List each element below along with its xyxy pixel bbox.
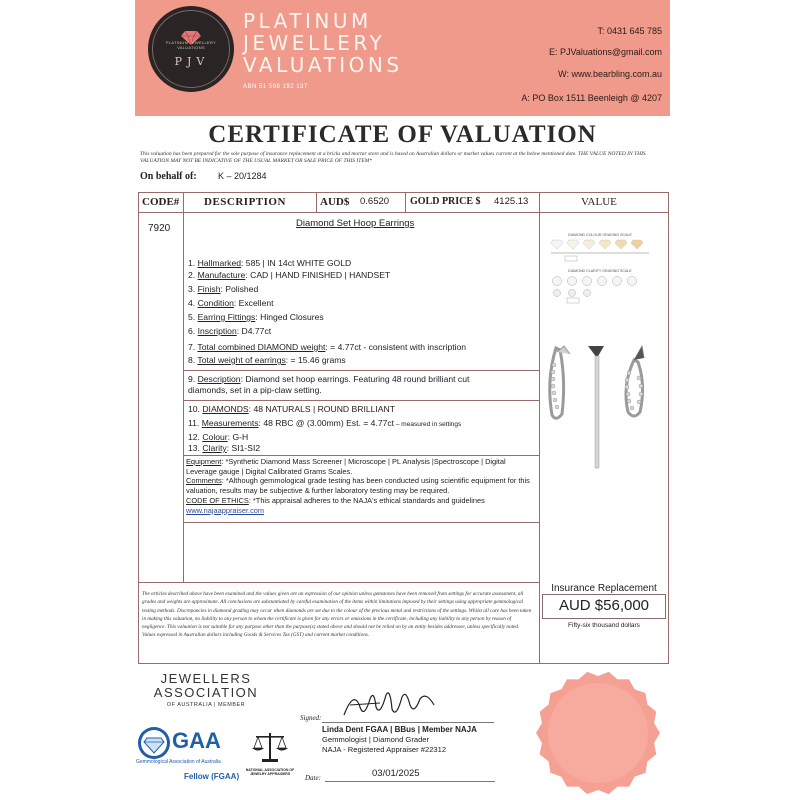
item-number: 5. xyxy=(188,312,196,322)
description-item xyxy=(188,418,461,430)
scales-of-justice-icon xyxy=(250,730,290,764)
item-label: Clarity xyxy=(202,443,227,453)
item-number: 2. xyxy=(188,270,196,280)
date-line xyxy=(325,781,495,782)
table-bottom-divider xyxy=(138,582,540,583)
item-text-continued: diamonds, set in a pip-claw setting. xyxy=(188,385,322,395)
ethics-link[interactable]: www.najaappraiser.com xyxy=(186,505,265,515)
item-label: Finish xyxy=(197,284,221,294)
item-label: Colour xyxy=(202,432,228,442)
item-label: Inscription xyxy=(197,326,237,336)
item-text: : = 4.77ct - consistent with inscription xyxy=(325,342,467,352)
item-number: 4. xyxy=(188,298,196,308)
description-item xyxy=(188,374,469,396)
logo-monogram: PJV xyxy=(174,55,210,68)
item-text: : CAD | HAND FINISHED | HANDSET xyxy=(245,270,391,280)
date-value: 03/01/2025 xyxy=(372,768,420,779)
item-text: : G-H xyxy=(227,432,249,442)
on-behalf-label: On behalf of: xyxy=(140,171,197,182)
ja-line-1: JEWELLERS xyxy=(160,671,252,686)
item-note: – measured in settings xyxy=(394,421,462,428)
item-text: : SI1-SI2 xyxy=(226,443,261,453)
brand-line-2: JEWELLERY xyxy=(243,31,386,55)
description-item xyxy=(188,355,346,366)
description-item xyxy=(188,326,271,337)
description-item xyxy=(188,432,248,443)
colour-scale-diamonds xyxy=(551,240,643,249)
jewellers-association-logo xyxy=(150,672,262,700)
comments-label: Comments xyxy=(186,476,222,486)
value-column-divider xyxy=(539,192,540,664)
fine-print: The articles described above have been examined and the values given are an expression of our opinion unless gemstones have been removed from settings for accurate assessment, all grades and weights are approximate. All conclusions are substantiated by careful examination of the items within limitations imposed by their settings using appropriate gemmological testing methods. Discrepancies in diamond grading may occur when diamonds are set due to the colour of the precious metal and restrictions of the settings. Whilst all care has been taken in making this valuation, no liability to any person to whom the certificate is given for any errors or omissions in the certificate, including any liability to any person by reason of negligence. This valuation is not suitable for any purpose other than the purpose(s) stated above and should not be relied on by an entity besides addressee, unless specifically noted. Values expressed in Australian dollars including Goods & Services Tax (GST) and current market conditions. xyxy=(142,591,532,639)
gaa-subtitle: Gemmological Association of Australia xyxy=(136,759,221,765)
date-label: Date: xyxy=(305,774,321,782)
table-header-divider xyxy=(138,212,669,213)
clarity-scale-diamonds xyxy=(553,277,637,297)
item-label: Manufacture xyxy=(197,270,246,280)
item-title: Diamond Set Hoop Earrings xyxy=(296,218,415,229)
handwritten-signature xyxy=(340,685,440,721)
row-separator xyxy=(184,370,539,371)
document-title: CERTIFICATE OF VALUATION xyxy=(208,121,597,148)
header-aud-value: 0.6520 xyxy=(360,196,390,207)
item-number: 9. xyxy=(188,374,196,384)
item-number: 11. xyxy=(188,418,200,428)
row-separator xyxy=(184,522,539,523)
ethics-text: : *This appraisal adheres to the NAJA's ethical standards and guidelines xyxy=(248,495,485,505)
contact-phone: T: 0431 645 785 xyxy=(597,26,662,36)
item-text: : 48 NATURALS | ROUND BRILLIANT xyxy=(248,404,395,414)
contact-address: A: PO Box 1511 Beenleigh @ 4207 xyxy=(521,93,662,103)
item-number: 3. xyxy=(188,284,196,294)
item-number: 13. xyxy=(188,443,200,453)
logo-ring-text: PLATINUM JEWELLERY VALUATIONS xyxy=(165,40,217,50)
gaa-diamond-icon xyxy=(137,726,171,760)
ja-line-2: ASSOCIATION xyxy=(153,685,259,700)
brand-line-3: VALUATIONS xyxy=(243,53,403,77)
naja-logo-text: NATIONAL ASSOCIATION OF JEWELRY APPRAISERS xyxy=(245,768,295,776)
header-aud-label: AUD$ xyxy=(320,196,350,208)
item-label: Description xyxy=(197,374,241,384)
earrings-photo xyxy=(542,340,660,470)
comments-text: : *Although gemmological grade testing has been conducted using scientific equipment for this valuation, results may be subjective & further laboratory testing may be required. xyxy=(186,476,530,496)
item-text: : Excellent xyxy=(233,298,274,308)
description-item xyxy=(188,298,274,309)
item-number: 8. xyxy=(188,355,196,365)
item-text: : Polished xyxy=(220,284,259,294)
brand-name xyxy=(243,10,403,76)
header-code: CODE# xyxy=(142,196,180,208)
header-description: DESCRIPTION xyxy=(204,196,286,208)
item-text: : Hinged Closures xyxy=(255,312,324,322)
item-text: : Diamond set hoop earrings. Featuring 48 round brilliant cut xyxy=(240,374,470,384)
signer-registration: NAJA - Registered Appraiser #22312 xyxy=(322,745,447,754)
header-value: VALUE xyxy=(581,196,617,208)
ja-member-text: OF AUSTRALIA | MEMBER xyxy=(166,702,246,708)
item-number: 1. xyxy=(188,258,196,268)
contact-email: E: PJValuations@gmail.com xyxy=(548,47,662,57)
insurance-value: AUD $56,000 xyxy=(558,597,650,614)
clarity-scale-title: DIAMOND CLARITY GRADING SCALE xyxy=(568,269,632,273)
item-text: : D4.77ct xyxy=(236,326,272,336)
equipment-text: : *Synthetic Diamond Mass Screener | Microscope | PL Analysis |Spectroscope | Digital Leverage gauge | Digital Calibrated Grams Scales. xyxy=(186,457,506,476)
item-label: Measurements xyxy=(201,418,259,428)
header-divider xyxy=(316,192,317,212)
signed-label: Signed: xyxy=(300,714,322,722)
item-label: Earring Fittings xyxy=(197,312,256,322)
signature-line xyxy=(322,722,494,723)
description-item xyxy=(188,258,351,269)
insurance-label: Insurance Replacement xyxy=(551,583,657,594)
item-label: Total weight of earrings xyxy=(197,355,286,365)
colour-scale-title: DIAMOND COLOUR GRADING SCALE xyxy=(568,233,632,237)
description-item xyxy=(188,443,260,454)
description-item xyxy=(188,342,466,353)
item-label: DIAMONDS xyxy=(202,404,249,414)
item-number: 10. xyxy=(188,404,200,414)
item-label: Hallmarked xyxy=(197,258,242,268)
description-item xyxy=(188,270,390,281)
item-number: 6. xyxy=(188,326,196,336)
contact-website: W: www.bearbling.com.au xyxy=(558,69,662,79)
abn-number: ABN 51 598 192 137 xyxy=(243,84,308,90)
insurance-value-words: Fifty-six thousand dollars xyxy=(568,622,640,629)
gaa-logo-text: GAA xyxy=(172,728,221,753)
signer-title: Gemmologist | Diamond Grader xyxy=(322,735,430,744)
header-divider xyxy=(405,192,406,212)
on-behalf-value: K – 20/1284 xyxy=(218,171,267,181)
item-number: 12. xyxy=(188,432,200,442)
equipment-label: Equipment xyxy=(186,457,222,466)
gaa-fellow: Fellow (FGAA) xyxy=(184,772,240,781)
item-number: 7. xyxy=(188,342,196,352)
item-text: : 585 | IN 14ct WHITE GOLD xyxy=(241,258,352,268)
description-item xyxy=(188,312,324,323)
valuation-disclaimer: This valuation has been prepared for the sole purpose of insurance replacement at a bricks and mortar store and is based on Australian dollars or market values current at the below mentioned date. THE VALUE NOTED IN THIS VALUATION MAY NOT BE INDICATIVE OF THE USUAL MARKET OR SALE PRICE OF THIS ITEM* xyxy=(140,151,646,164)
signer-name: Linda Dent FGAA | BBus | Member NAJA xyxy=(322,725,477,734)
embossed-seal xyxy=(533,668,663,798)
grading-scales-image xyxy=(545,232,655,308)
item-text: : = 15.46 grams xyxy=(285,355,346,365)
brand-line-1: PLATINUM xyxy=(243,9,372,33)
header-gold-value: 4125.13 xyxy=(494,196,529,207)
notes-block xyxy=(186,457,536,515)
ethics-label: CODE OF ETHICS xyxy=(186,495,249,505)
row-separator xyxy=(184,400,539,401)
description-item xyxy=(188,284,258,295)
item-label: Total combined DIAMOND weight xyxy=(197,342,326,352)
code-column-divider xyxy=(183,192,184,582)
item-code: 7920 xyxy=(148,223,171,234)
description-item xyxy=(188,404,395,415)
header-gold-label: GOLD PRICE $ xyxy=(410,196,481,207)
item-label: Condition xyxy=(197,298,234,308)
item-text: : 48 RBC @ (3.00mm) Est. = 4.77ct xyxy=(258,418,395,428)
row-separator xyxy=(184,455,539,456)
